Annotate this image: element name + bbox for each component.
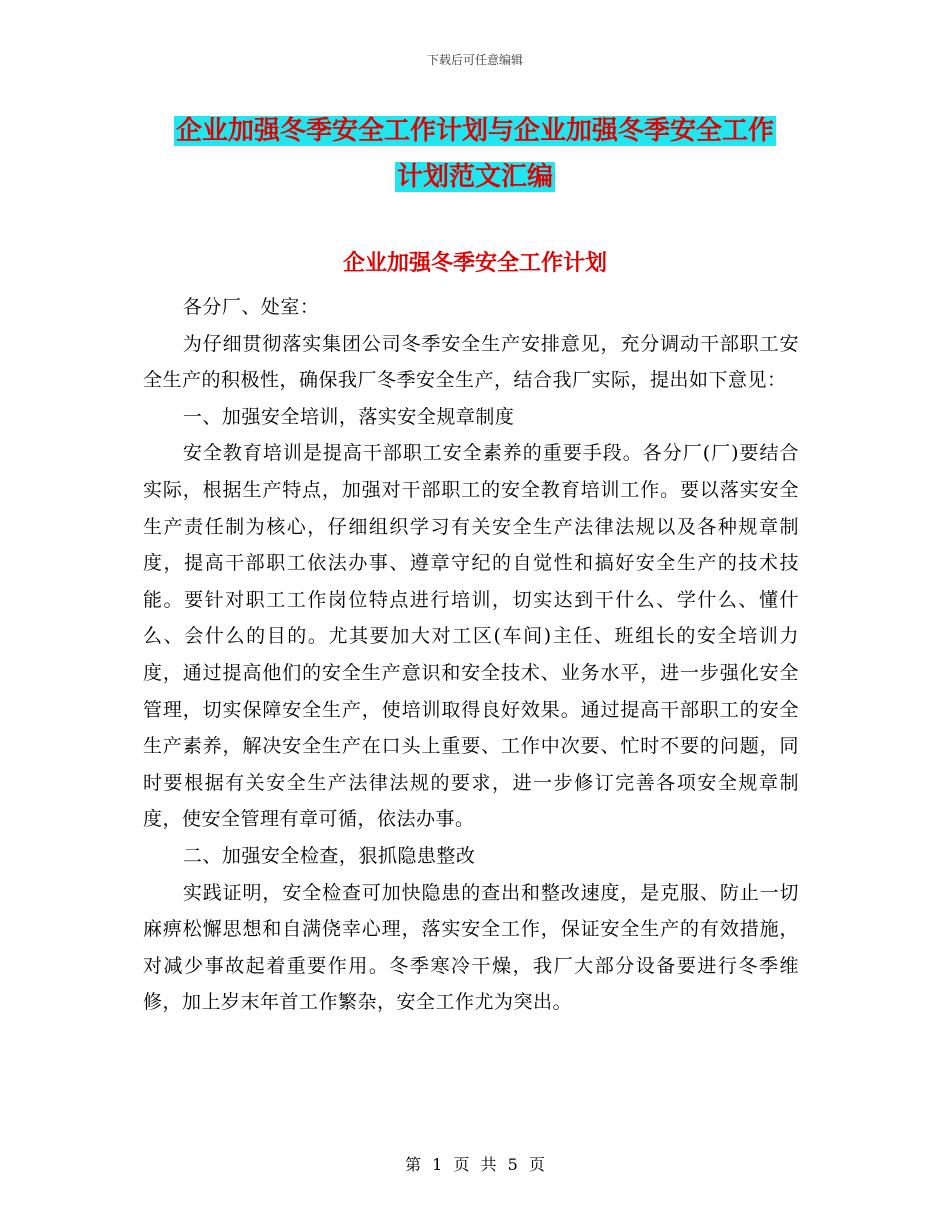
page-footer: 第 1 页 共 5 页 [405,1155,545,1174]
section-title: 企业加强冬季安全工作计划 [342,251,607,276]
heading-training: 一、加强安全培训，落实安全规章制度 [182,405,515,428]
document-title-line-2: 计划范文汇编 [396,162,553,192]
paragraph-training: 安全教育培训是提高干部职工安全素养的重要手段。各分厂(厂)要结合实际，根据生产特点，加强对干部职工的安全教育培训工作。要以落实安全生产责任制为核心，仔细组织学习有关安全生产法律法规以及各种规章制度，提高干部职工依法办事、遵章守纪的自觉性和搞好安全生产的技术技能。要针对职工工作岗位特点进行培训，切实达到干什么、学什么、懂什么、会什么的目的。尤其要加大对工区(车间)主任、班组长的安全培训力度，通过提高他们的安全生产意识和安全技术、业务水平，进一步强化安全管理，切实保障安全生产，使培训取得良好效果。通过提高干部职工的安全生产素养，解决安全生产在口头上重要、工作中次要、忙时不要的问题，同时要根据有关安全生产法律法规的要求，进一步修订完善各项安全规章制度，使安全管理有章可循，依法办事。 [143,442,799,831]
document-title [0,108,950,200]
intro-paragraph: 为仔细贯彻落实集团公司冬季安全生产安排意见，充分调动干部职工安全生产的积极性，确保我厂冬季安全生产，结合我厂实际，提出如下意见： [143,332,799,392]
paragraph-inspection: 实践证明，安全检查可加快隐患的查出和整改速度，是克服、防止一切麻痹松懈思想和自满侥幸心理，落实安全工作，保证安全生产的有效措施，对减少事故起着重要作用。冬季寒冷干燥，我厂大部分设备要进行冬季维修，加上岁末年首工作繁杂，安全工作尤为突出。 [143,881,799,1014]
heading-inspection: 二、加强安全检查，狠抓隐患整改 [182,844,476,867]
document-body [143,289,799,1021]
salutation: 各分厂、处室： [182,296,320,318]
document-title-line-1: 企业加强冬季安全工作计划与企业加强冬季安全工作 [175,116,774,146]
page-header-note: 下载后可任意编辑 [426,53,523,67]
